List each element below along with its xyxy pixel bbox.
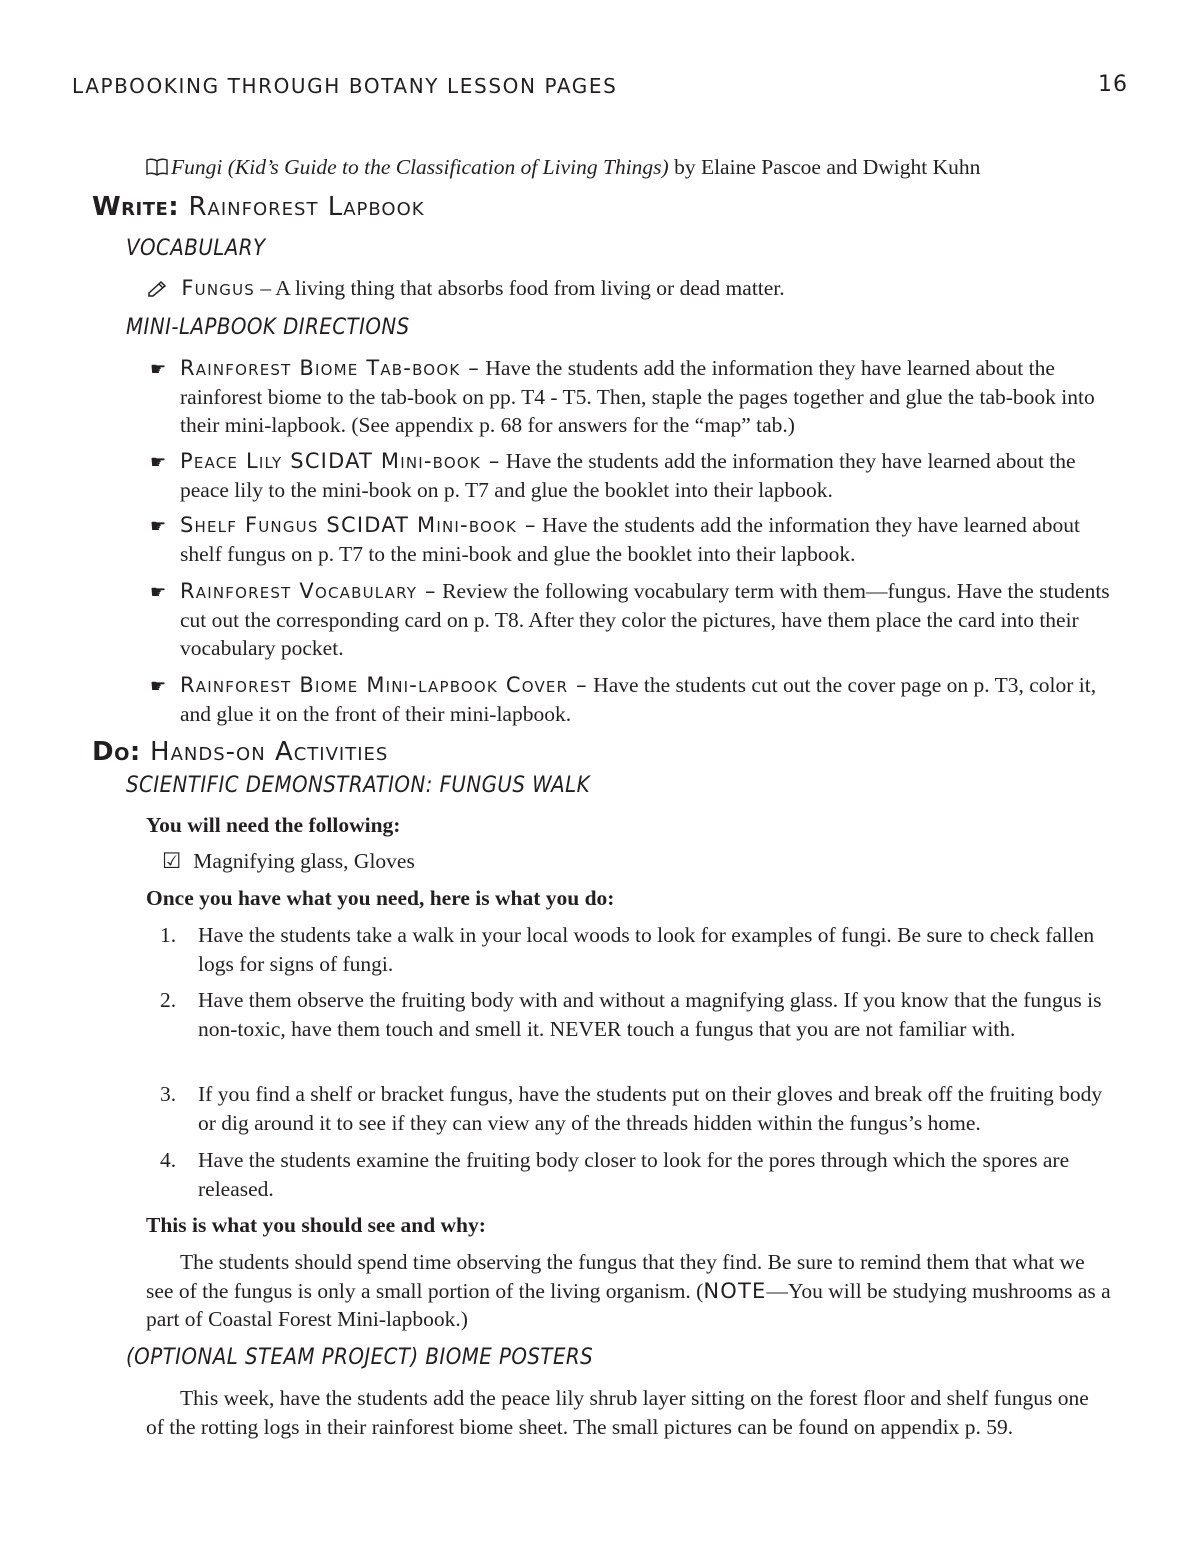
write-keyword: Write:	[92, 192, 180, 222]
step-number: 1.	[160, 923, 177, 947]
running-title: LAPBOOKING THROUGH BOTANY LESSON PAGES	[72, 74, 618, 98]
list-item	[150, 511, 1110, 568]
write-heading: Rainforest Lapbook	[179, 192, 425, 222]
item-text: Have the students add the information they have learned about the peace lily to the mini-book on p. T7 and glue the booklet into their lapbook.	[180, 449, 1076, 502]
step-text: If you find a shelf or bracket fungus, have the students put on their gloves and break off the fruiting body or dig around it to see if they can view any of the threads hidden within the fungus’s home.	[198, 1082, 1103, 1135]
list-item	[160, 986, 1110, 1043]
item-term: Rainforest Biome Mini-lapbook Cover –	[180, 673, 588, 697]
book-byline: by Elaine Pascoe and Dwight Kuhn	[668, 155, 981, 179]
note-label: NOTE	[703, 1278, 767, 1303]
hand-bullet-icon: ☛	[150, 359, 167, 380]
hand-bullet-icon: ☛	[150, 676, 167, 697]
do-heading: Hands-on Activities	[140, 737, 389, 767]
see-text: The students should spend time observing the fungus that they find. Be sure to remind them that what we see of the fungus is only a small portion of the living organism. (	[146, 1250, 1085, 1303]
step-number: 3.	[160, 1082, 177, 1106]
hand-bullet-icon: ☛	[150, 452, 167, 473]
steam-text: This week, have the students add the peace lily shrub layer sitting on the forest floor and shelf fungus one of the rotting logs in their rainforest biome sheet. The small pictures can be found on appendix p. 59.	[146, 1386, 1089, 1439]
demonstration-heading: SCIENTIFIC DEMONSTRATION: FUNGUS WALK	[126, 773, 591, 798]
list-item	[150, 577, 1110, 663]
page-number: 16	[1098, 72, 1128, 97]
checkbox-icon: ☑	[162, 849, 182, 873]
steam-paragraph	[146, 1384, 1111, 1441]
pencil-icon	[146, 276, 181, 300]
step-text: Have them observe the fruiting body with and without a magnifying glass. If you know that the fungus is non-toxic, have them touch and smell it. NEVER touch a fungus that you are not familiar with.	[198, 988, 1102, 1041]
see-text-cont: —You will be studying mushrooms as a part of Coastal Forest Mini-lapbook.)	[146, 1278, 1111, 1331]
item-text: Have the students add the information they have learned about shelf fungus on p. T7 to the mini-book and glue the booklet into their lapbook.	[180, 513, 1080, 566]
vocabulary-heading: VOCABULARY	[126, 236, 266, 261]
list-item	[150, 671, 1110, 728]
item-term: Shelf Fungus SCIDAT Mini-book –	[180, 513, 537, 537]
step-number: 2.	[160, 988, 177, 1012]
directions-heading: MINI-LAPBOOK DIRECTIONS	[126, 315, 410, 340]
book-reference	[146, 153, 980, 184]
steam-heading: (OPTIONAL STEAM PROJECT) BIOME POSTERS	[126, 1345, 594, 1370]
write-section-heading	[92, 192, 425, 222]
item-term: Rainforest Biome Tab-book –	[180, 356, 480, 380]
item-term: Rainforest Vocabulary –	[180, 579, 437, 603]
book-title: Fungi (Kid’s Guide to the Classification of Living Things)	[171, 155, 669, 179]
steps-label: Once you have what you need, here is what you do:	[146, 886, 615, 910]
item-text: Have the students cut out the cover page on p. T3, color it, and glue it on the front of their mini-lapbook.	[180, 673, 1097, 726]
step-text: Have the students examine the fruiting body closer to look for the pores through which the spores are released.	[198, 1148, 1070, 1201]
vocab-definition: – A living thing that absorbs food from living or dead matter.	[254, 276, 785, 300]
item-text: Have the students add the information they have learned about the rainforest biome to the tab-book on pp. T4 - T5. Then, staple the pages together and glue the tab-book into their mini-lapbook. (See appendix p. 68 for answers for the “map” tab.)	[180, 356, 1095, 437]
list-item	[160, 1146, 1110, 1203]
hand-bullet-icon: ☛	[150, 582, 167, 603]
vocab-term: Fungus	[181, 276, 255, 300]
step-number: 4.	[160, 1148, 177, 1172]
hand-bullet-icon: ☛	[150, 516, 167, 537]
do-keyword: Do:	[92, 737, 141, 767]
see-label: This is what you should see and why:	[146, 1213, 486, 1237]
item-text: Review the following vocabulary term with them—fungus. Have the students cut out the corresponding card on p. T8. After they color the pictures, have them place the card into their vocabulary pocket.	[180, 579, 1110, 660]
list-item	[150, 354, 1110, 440]
materials-text: Magnifying glass, Gloves	[193, 849, 415, 873]
materials-line	[162, 847, 415, 876]
list-item	[160, 921, 1110, 978]
step-text: Have the students take a walk in your local woods to look for examples of fungi. Be sure to check fallen logs for signs of fungi.	[198, 923, 1095, 976]
list-item	[150, 447, 1110, 504]
list-item	[160, 1080, 1110, 1137]
vocabulary-entry	[146, 274, 785, 303]
book-icon	[146, 155, 171, 184]
see-paragraph	[146, 1248, 1111, 1334]
need-label: You will need the following:	[146, 813, 401, 837]
item-term: Peace Lily SCIDAT Mini-book –	[180, 449, 501, 473]
do-section-heading	[92, 737, 388, 767]
